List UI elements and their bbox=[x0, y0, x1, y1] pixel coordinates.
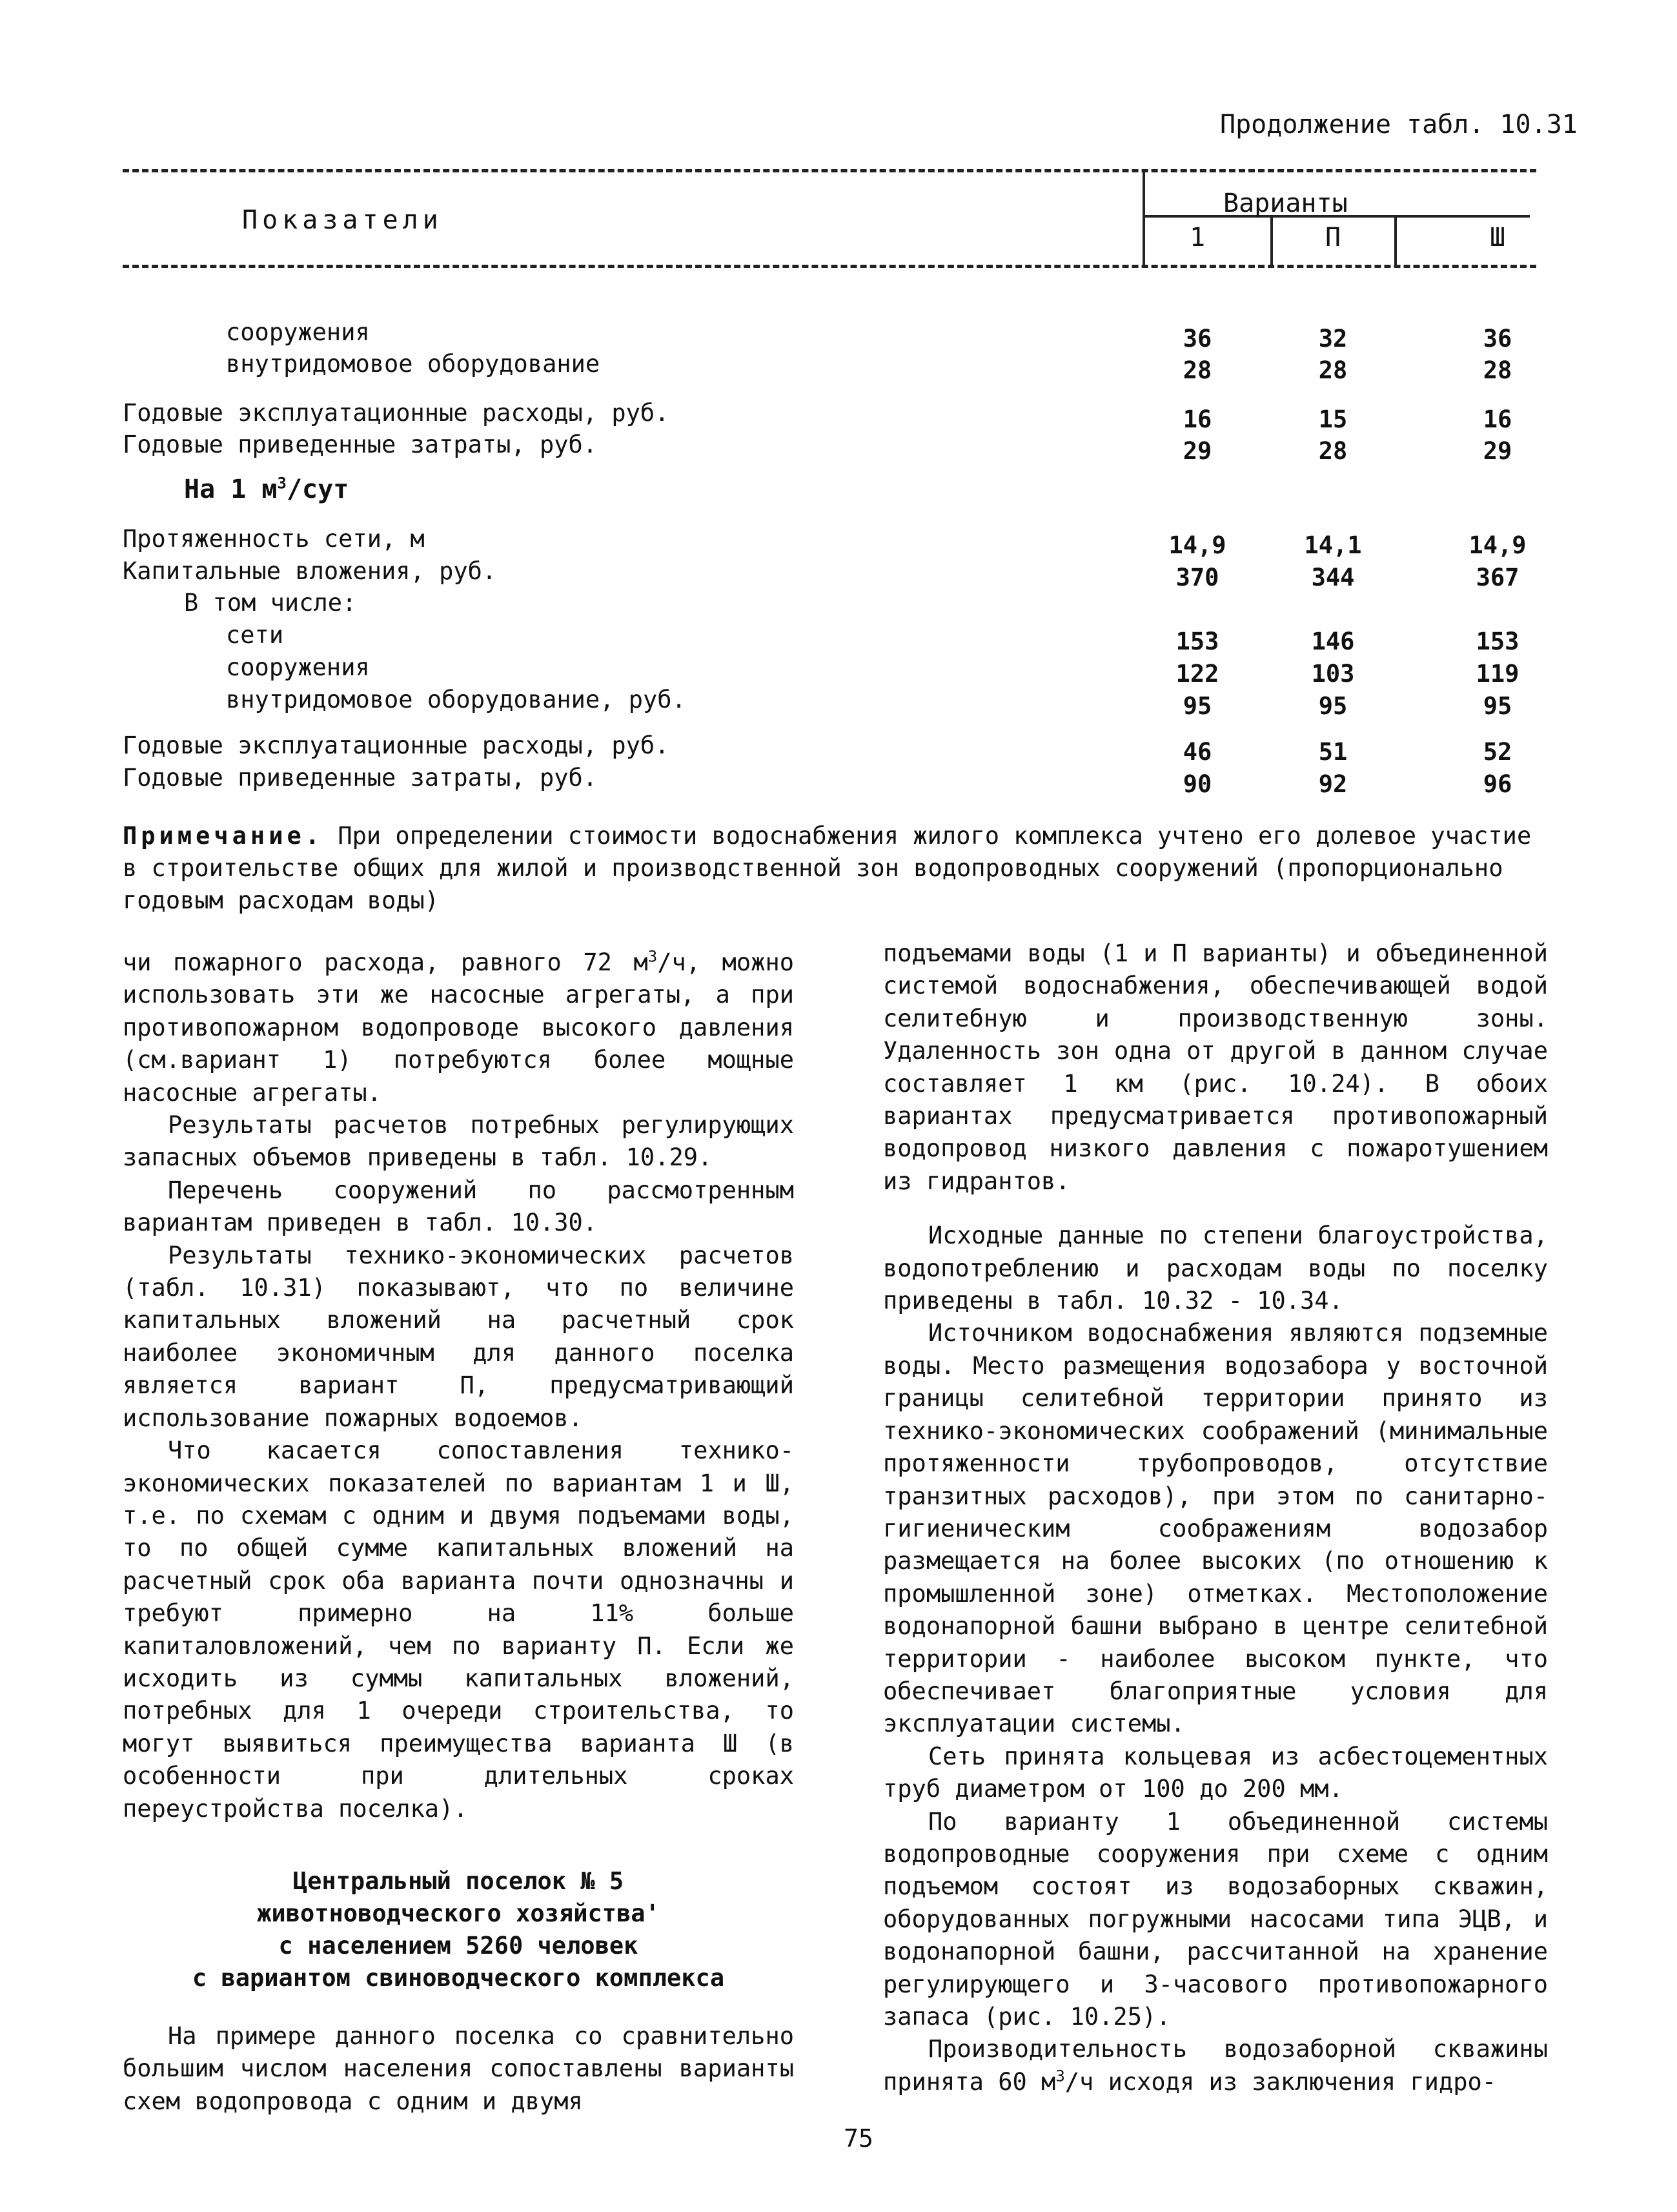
cell-variant-1: 36 bbox=[1183, 325, 1212, 353]
cell-variant-1: 95 bbox=[1183, 692, 1212, 720]
section-title-line-3: с населением 5260 человек bbox=[278, 1931, 638, 1960]
paragraph: подъемами воды (1 и П варианты) и объединенной системой водоснабжения, обеспечивающей водой селитебную и производственную зоны. Удаленность зон одна от другой в данном случае составляет 1 км (рис. 10.24). В обоих вариантах предусматривается противопожарный водопровод низкого давления с пожаротушением из гидрантов. bbox=[883, 939, 1548, 1195]
row-label: внутридомовое оборудование, руб. bbox=[226, 686, 686, 713]
row-label: Годовые эксплуатационные расходы, руб. bbox=[123, 399, 669, 427]
cell-variant-2: 28 bbox=[1318, 356, 1348, 384]
table-row bbox=[0, 557, 1677, 589]
table-continuation-caption: Продолжение табл. 10.31 bbox=[1220, 110, 1578, 139]
cell-variant-2: 15 bbox=[1318, 405, 1348, 433]
cell-variant-2: 28 bbox=[1318, 437, 1348, 465]
variant-label-1: 1 bbox=[1189, 223, 1206, 252]
cell-variant-1: 16 bbox=[1183, 405, 1212, 433]
table-row bbox=[0, 318, 1677, 351]
cell-variant-2: 344 bbox=[1311, 564, 1355, 591]
paragraph: Результаты расчетов потребных регулирующих запасных объемов приведены в табл. 10.29. bbox=[123, 1111, 794, 1172]
row-label: В том числе: bbox=[184, 589, 357, 617]
table-row bbox=[0, 621, 1677, 653]
row-label: Капитальные вложения, руб. bbox=[123, 557, 497, 585]
table-row bbox=[0, 431, 1677, 463]
cell-variant-3: 36 bbox=[1483, 325, 1512, 353]
row-label: сооружения bbox=[226, 653, 370, 681]
right-column bbox=[883, 937, 1548, 2098]
paragraph: Результаты технико-экономических расчетов (табл. 10.31) показывают, что по величине капитальных вложений на расчетный срок наиболее экономичным для данного поселка является вариант П, предусматривающий использование пожарных водоемов. bbox=[123, 1241, 794, 1432]
section-heading-per-m3: На 1 $м^3$/сут bbox=[184, 474, 349, 504]
row-label: Протяженность сети, м bbox=[123, 525, 425, 553]
paragraph: По варианту 1 объединенной системы водопроводные сооружения при схеме с одним подъемом состоят из водозаборных скважин, оборудованных погружными насосами типа ЭЦВ, и водонапорной башни, рассчитанной на хранение регулирующего и 3-часового противопожарного запаса (рис. 10.25). bbox=[883, 1807, 1548, 2031]
cell-variant-2: 32 bbox=[1318, 325, 1348, 353]
table-row bbox=[0, 653, 1677, 686]
cell-variant-2: 14,1 bbox=[1304, 531, 1362, 559]
row-label: внутридомовое оборудование bbox=[226, 350, 600, 378]
paragraph: Производительность водозаборной скважины принята 60 $м^3/ч$ исходя из заключения гидро- bbox=[883, 2035, 1548, 2096]
paragraph: Источником водоснабжения являются подземные воды. Место размещения водозабора у восточной границы селитебной территории принято из технико-экономических соображений (минимальные протяженности трубопроводов, отсутствие транзитных расходов), при этом по санитарно-гигиеническим соображениям водозабор размещается на более высоких (по отношению к промышленной зоне) отметках. Местоположение водонапорной башни выбрано в центре селитебной территории - наиболее высоком пункте, что обеспечивает благоприятные условия для эксплуатации системы. bbox=[883, 1319, 1548, 1738]
table-row bbox=[0, 589, 1677, 621]
header-divider-main bbox=[1143, 169, 1145, 266]
cell-variant-1: 153 bbox=[1175, 628, 1219, 655]
paragraph: чи пожарного расхода, равного 72 $м^3/ч$, можно использовать эти же насосные агрегаты, а при противопожарном водопроводе высокого давления (см.вариант 1) потребуются более мощные насосные агрегаты. bbox=[123, 947, 794, 1107]
table-row bbox=[0, 732, 1677, 764]
variant-label-2: П bbox=[1325, 223, 1341, 252]
cell-variant-2: 146 bbox=[1311, 628, 1355, 655]
cell-variant-1: 122 bbox=[1175, 660, 1219, 688]
row-label: Годовые эксплуатационные расходы, руб. bbox=[123, 732, 669, 759]
cell-variant-2: 51 bbox=[1318, 738, 1348, 766]
paragraph: На примере данного поселка со сравнительно большим числом населения сопоставлены варианты схем водопровода с одним и двумя bbox=[123, 2022, 794, 2115]
paragraph: Что касается сопоставления технико-экономических показателей по вариантам 1 и Ш, т.е. по схемам с одним и двумя подъемами воды, то по общей сумме капитальных вложений на расчетный срок оба варианта почти однозначны и требуют примерно на 11% больше капиталовложений, чем по варианту П. Если же исходить из суммы капитальных вложений, потребных для 1 очереди строительства, то могут выявиться преимущества варианта Ш (в особенности при длительных сроках переустройства поселка). bbox=[123, 1437, 794, 1823]
table-row bbox=[0, 764, 1677, 796]
paragraph: Исходные данные по степени благоустройства, водопотреблению и расходам воды по поселку приведены в табл. 10.32 - 10.34. bbox=[883, 1222, 1548, 1315]
row-label: Годовые приведенные затраты, руб. bbox=[123, 764, 598, 792]
note-label: Примечание. bbox=[123, 822, 324, 850]
cell-variant-2: 103 bbox=[1311, 660, 1355, 688]
table-row bbox=[0, 525, 1677, 557]
cell-variant-1: 14,9 bbox=[1168, 531, 1226, 559]
cell-variant-2: 92 bbox=[1318, 770, 1348, 798]
table-note bbox=[123, 820, 1549, 917]
cell-variant-1: 28 bbox=[1183, 356, 1212, 384]
page-number: 75 bbox=[844, 2124, 873, 2153]
variants-header: Варианты bbox=[1223, 189, 1348, 218]
cell-variant-3: 29 bbox=[1483, 437, 1512, 465]
section-title-line-1: Центральный поселок № 5 bbox=[292, 1867, 624, 1895]
row-label: сети bbox=[226, 621, 284, 649]
row-label: сооружения bbox=[226, 318, 370, 346]
paragraph: Перечень сооружений по рассмотренным вариантам приведен в табл. 10.30. bbox=[123, 1176, 794, 1237]
cell-variant-3: 153 bbox=[1476, 628, 1519, 655]
cell-variant-1: 29 bbox=[1183, 437, 1212, 465]
cell-variant-1: 90 bbox=[1183, 770, 1212, 798]
section-title-line-2: животноводческого хозяйства' bbox=[257, 1899, 660, 1927]
table-header-bottom-rule bbox=[123, 265, 1536, 268]
table-row bbox=[0, 350, 1677, 382]
table-row bbox=[0, 686, 1677, 718]
indicators-header: Показатели bbox=[242, 205, 443, 235]
table-row bbox=[0, 399, 1677, 431]
cell-variant-1: 46 bbox=[1183, 738, 1212, 766]
paragraph: Сеть принята кольцевая из асбестоцементных труб диаметром от 100 до 200 мм. bbox=[883, 1742, 1548, 1803]
cell-variant-3: 367 bbox=[1476, 564, 1519, 591]
cell-variant-3: 52 bbox=[1483, 738, 1512, 766]
variant-label-3: Ш bbox=[1489, 223, 1506, 252]
cell-variant-1: 370 bbox=[1175, 564, 1219, 591]
cell-variant-3: 16 bbox=[1483, 405, 1512, 433]
left-column bbox=[123, 947, 794, 2118]
cell-variant-3: 28 bbox=[1483, 356, 1512, 384]
cell-variant-3: 96 bbox=[1483, 770, 1512, 798]
header-divider-2 bbox=[1394, 215, 1397, 266]
header-divider-1 bbox=[1270, 215, 1273, 266]
table-top-rule bbox=[123, 169, 1536, 172]
cell-variant-3: 119 bbox=[1476, 660, 1519, 688]
cell-variant-3: 14,9 bbox=[1469, 531, 1527, 559]
note-text: При определении стоимости водоснабжения жилого комплекса учтено его долевое участие в строительстве общих для жилой и производственной зон водопроводных сооружений (пропорционально годовым расходам воды) bbox=[123, 822, 1532, 914]
cell-variant-3: 95 bbox=[1483, 692, 1512, 720]
row-label: Годовые приведенные затраты, руб. bbox=[123, 431, 598, 458]
section-title-line-4: с вариантом свиноводческого комплекса bbox=[192, 1963, 725, 1992]
cell-variant-2: 95 bbox=[1318, 692, 1348, 720]
